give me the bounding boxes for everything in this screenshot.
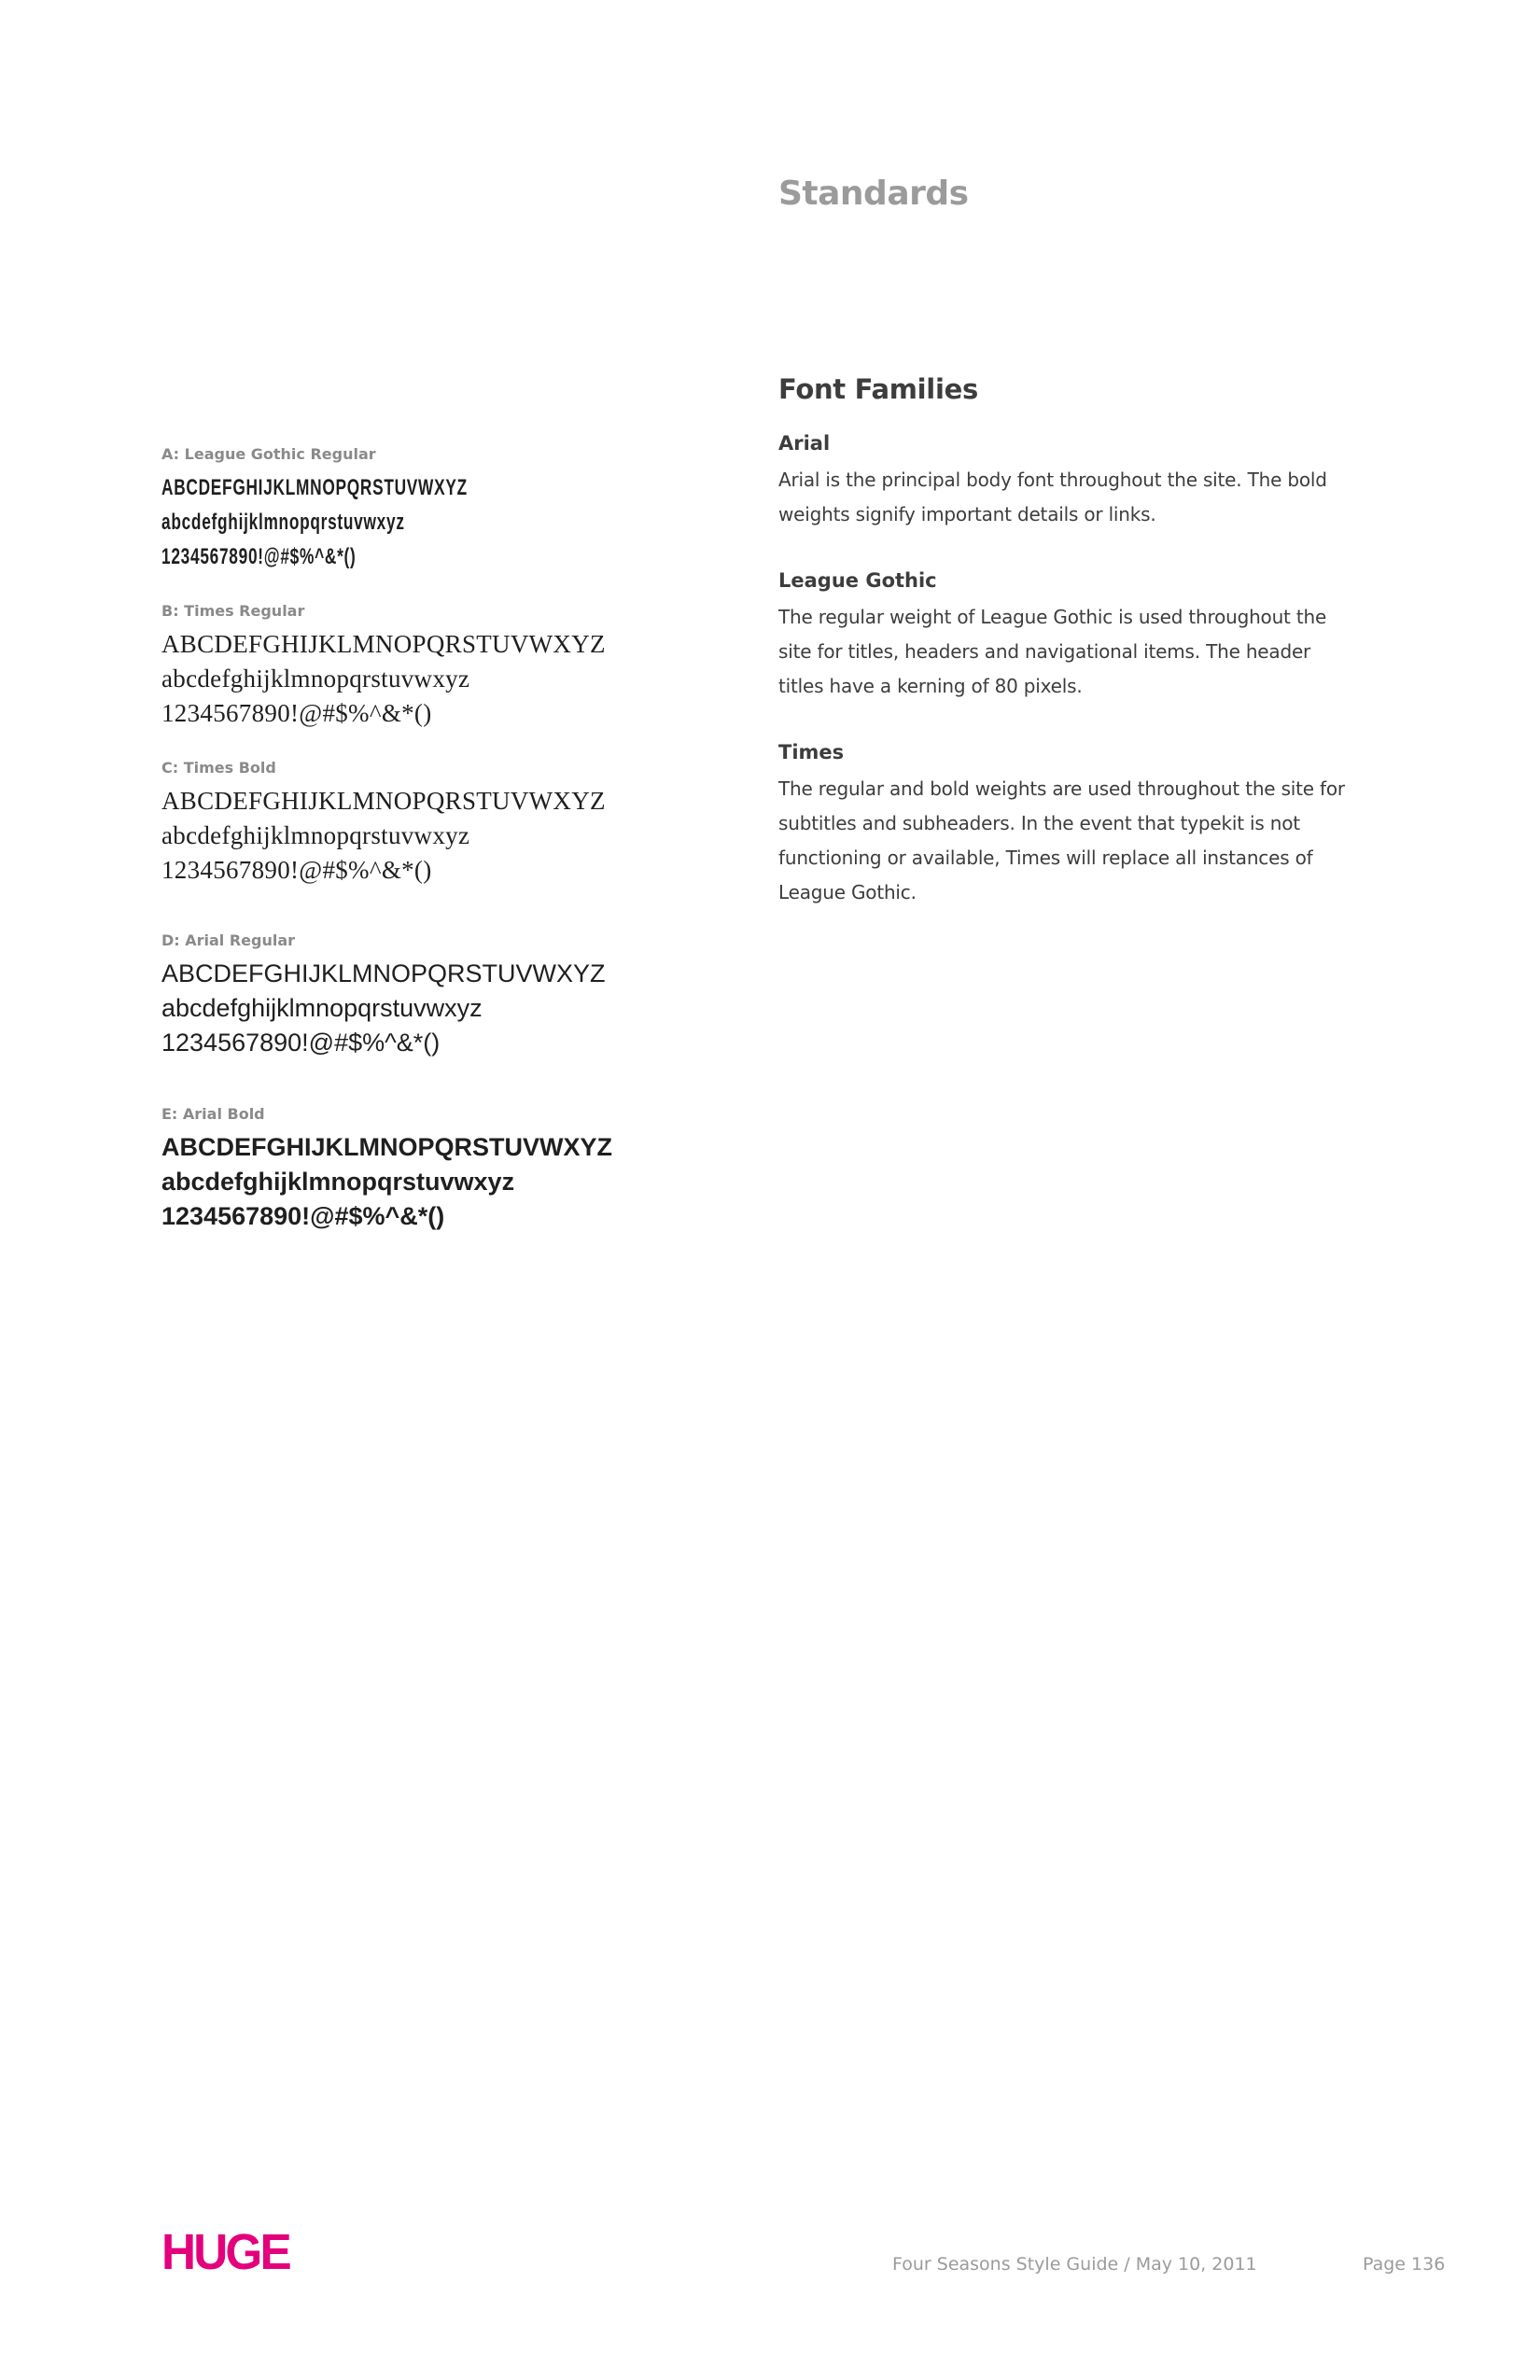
family-description: The regular weight of League Gothic is used throughout the site for titles, headers and navigational items. The header titles have a kerning of 80 pixels.	[778, 606, 1327, 697]
specimen-lowercase: abcdefghijklmnopqrstuvwxyz	[161, 1168, 515, 1196]
family-league-gothic	[778, 567, 1357, 704]
family-arial	[778, 429, 1357, 532]
specimen-symbols: 1234567890!@#$%^&*()	[161, 699, 432, 727]
family-description: The regular and bold weights are used throughout the site for subtitles and subheaders. In the event that typekit is not functioning or available, Times will replace all instances of League Gothic.	[778, 777, 1345, 903]
font-families-heading: Font Families	[778, 373, 978, 405]
family-name: Arial	[778, 432, 831, 455]
specimen-symbols: 1234567890!@#$%^&*()	[161, 856, 432, 884]
specimen-lowercase: abcdefghijklmnopqrstuvwxyz	[161, 994, 483, 1022]
page-number: Page 136	[1363, 2254, 1446, 2275]
font-families-section	[778, 373, 1357, 945]
huge-logo: HUGE	[161, 2224, 289, 2280]
specimen-label: A: League Gothic Regular	[161, 445, 376, 463]
family-description: Arial is the principal body font throughout the site. The bold weights signify important details or links.	[778, 469, 1327, 525]
specimen-uppercase: ABCDEFGHIJKLMNOPQRSTUVWXYZ	[161, 959, 606, 987]
specimen-label: D: Arial Regular	[161, 931, 296, 949]
specimen-lowercase: abcdefghijklmnopqrstuvwxyz	[161, 665, 470, 693]
specimen-symbols: 1234567890!@#$%^&*()	[161, 544, 357, 569]
family-name: Times	[778, 741, 845, 763]
specimen-times-bold	[161, 758, 721, 888]
specimen-label: B: Times Regular	[161, 602, 305, 620]
specimen-lowercase: abcdefghijklmnopqrstuvwxyz	[161, 821, 470, 849]
specimen-uppercase: ABCDEFGHIJKLMNOPQRSTUVWXYZ	[161, 787, 606, 815]
specimen-uppercase: ABCDEFGHIJKLMNOPQRSTUVWXYZ	[161, 475, 468, 500]
specimen-uppercase: ABCDEFGHIJKLMNOPQRSTUVWXYZ	[161, 630, 606, 658]
footer-guide-title: Four Seasons Style Guide / May 10, 2011	[892, 2254, 1257, 2275]
specimen-uppercase: ABCDEFGHIJKLMNOPQRSTUVWXYZ	[161, 1133, 613, 1161]
specimen-arial-regular	[161, 931, 721, 1060]
family-name: League Gothic	[778, 569, 937, 592]
family-times	[778, 738, 1357, 910]
specimen-times-regular	[161, 601, 721, 731]
specimen-arial-bold	[161, 1104, 721, 1234]
specimen-lowercase: abcdefghijklmnopqrstuvwxyz	[161, 510, 405, 535]
specimen-label: C: Times Bold	[161, 759, 276, 777]
specimen-league-gothic	[161, 444, 721, 574]
specimen-label: E: Arial Bold	[161, 1105, 265, 1123]
specimen-symbols: 1234567890!@#$%^&*()	[161, 1029, 441, 1057]
specimen-symbols: 1234567890!@#$%^&*()	[161, 1202, 445, 1230]
page-title: Standards	[778, 175, 969, 213]
